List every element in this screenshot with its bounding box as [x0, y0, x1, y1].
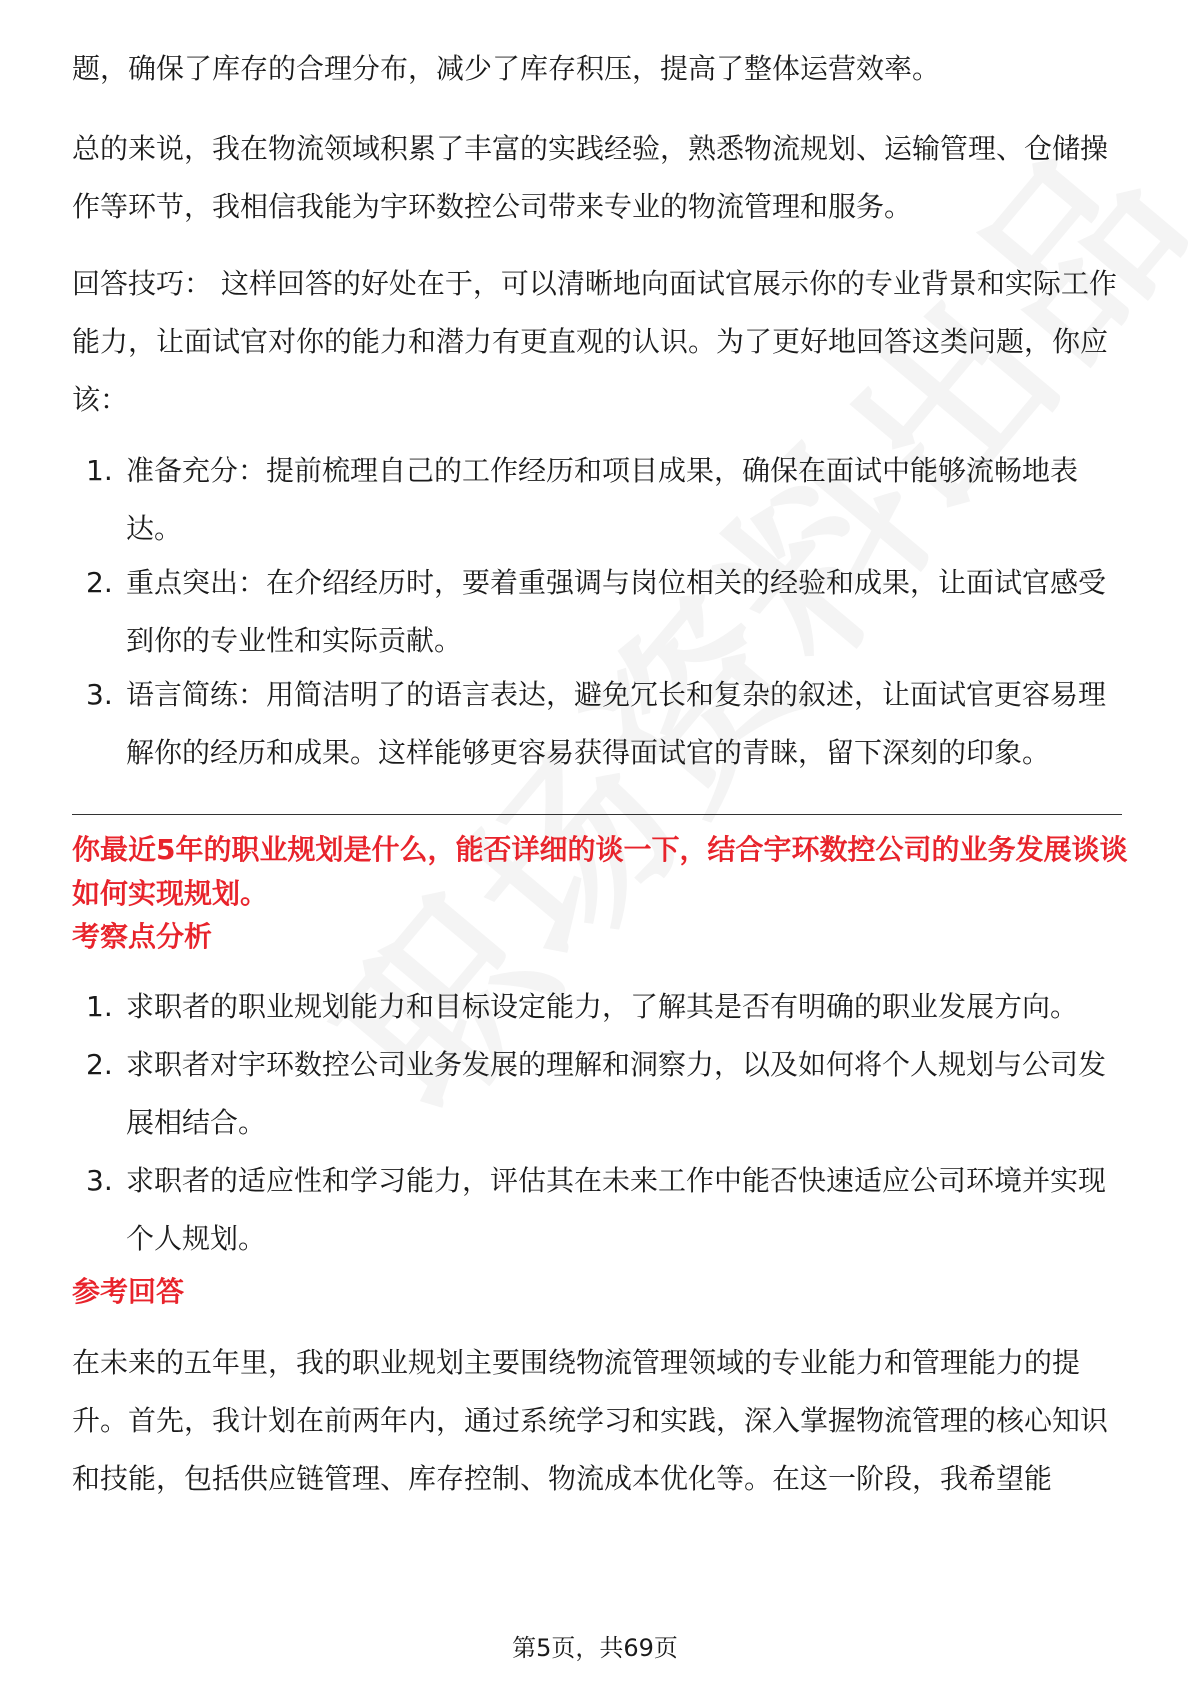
list-item: [72, 666, 1122, 782]
list-item-text: 重点突出：在介绍经历时，要着重强调与岗位相关的经验和成果，让面试官感受到你的专业性和实际贡献。: [126, 566, 1107, 657]
page-number: 第5页，共69页: [512, 1634, 678, 1662]
list-item: [72, 554, 1122, 670]
list-item-text: 求职者对宇环数控公司业务发展的理解和洞察力，以及如何将个人规划与公司发展相结合。: [126, 1048, 1107, 1139]
list-item-text: 求职者的适应性和学习能力，评估其在未来工作中能否快速适应公司环境并实现个人规划。: [126, 1164, 1107, 1255]
list-number: 2.: [86, 566, 113, 599]
list-number: 3.: [86, 1164, 113, 1197]
analysis-heading: 考察点分析: [72, 920, 213, 953]
list-number: 2.: [86, 1048, 113, 1081]
analysis-list: [72, 978, 1122, 1268]
reference-answer-text: 在未来的五年里，我的职业规划主要围绕物流管理领域的专业能力和管理能力的提升。首先，我计划在前两年内，通过系统学习和实践，深入掌握物流管理的核心知识和技能，包括供应链管理、库存控制、物流成本优化等。在这一阶段，我希望能: [72, 1346, 1109, 1495]
list-item-text: 准备充分：提前梳理自己的工作经历和项目成果，确保在面试中能够流畅地表达。: [126, 454, 1079, 545]
section-divider: [72, 814, 1122, 815]
intro-paragraph-2: 总的来说，我在物流领域积累了丰富的实践经验，熟悉物流规划、运输管理、仓储操作等环节，我相信我能为宇环数控公司带来专业的物流管理和服务。: [72, 132, 1109, 223]
list-item: [72, 442, 1122, 558]
list-item: [72, 978, 1122, 1036]
list-number: 1.: [86, 454, 113, 487]
list-item-text: 求职者的职业规划能力和目标设定能力，了解其是否有明确的职业发展方向。: [126, 990, 1079, 1023]
interview-question: 你最近5年的职业规划是什么，能否详细的谈一下，结合宇环数控公司的业务发展谈谈如何实现规划。: [72, 833, 1128, 910]
answer-tips-paragraph: 回答技巧： 这样回答的好处在于，可以清晰地向面试官展示你的专业背景和实际工作能力，让面试官对你的能力和潜力有更直观的认识。为了更好地回答这类问题，你应该：: [72, 267, 1117, 416]
list-number: 1.: [86, 990, 113, 1023]
list-item-text: 语言简练：用简洁明了的语言表达，避免冗长和复杂的叙述，让面试官更容易理解你的经历和成果。这样能够更容易获得面试官的青睐，留下深刻的印象。: [126, 678, 1107, 769]
list-item: [72, 1152, 1122, 1268]
list-number: 3.: [86, 678, 113, 711]
list-item: [72, 1036, 1122, 1152]
reference-answer-heading: 参考回答: [72, 1275, 185, 1308]
tips-list: [72, 442, 1122, 782]
intro-paragraph-1: 题，确保了库存的合理分布，减少了库存积压，提高了整体运营效率。: [72, 52, 941, 85]
